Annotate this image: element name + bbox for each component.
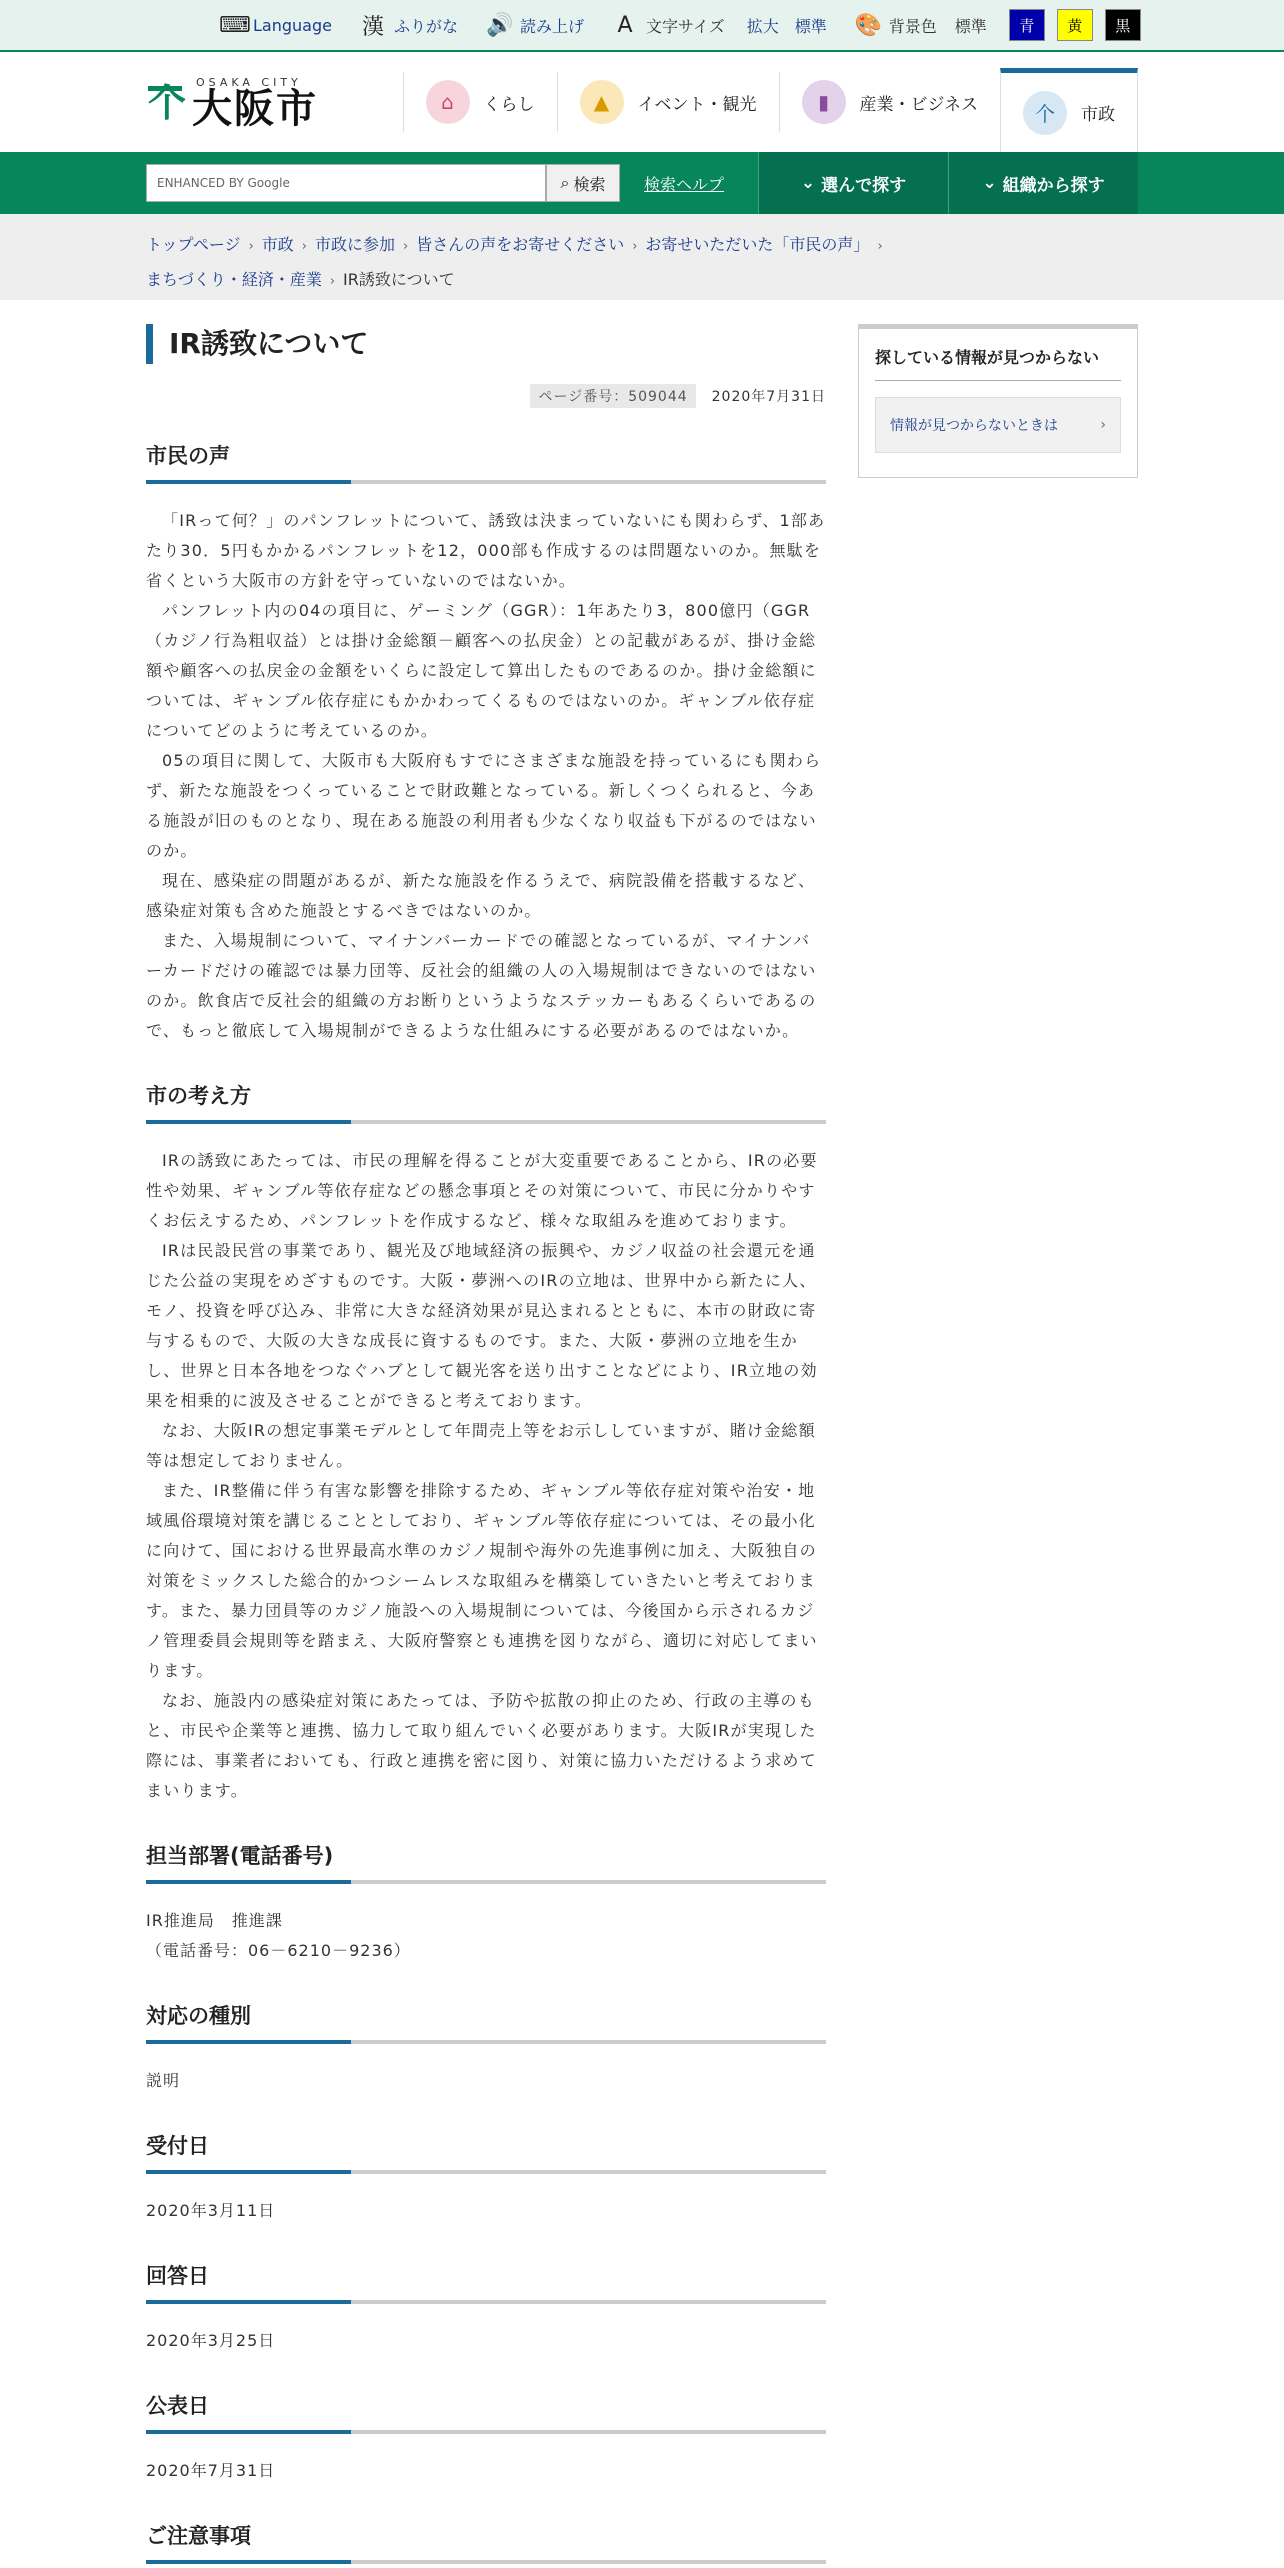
citizen-voice-paragraph: 05の項目に関して、大阪市も大阪府もすでにさまざまな施設を持っているにも関わらず、新たな施設をつくっていることで財政難となっている。新しくつくられると、今ある施設が旧のものとなり、現在ある施設の利用者も少なくなり収益も下がるのではないのか。 [146, 751, 822, 860]
breadcrumb-current: IR誘致について [343, 270, 455, 289]
nav-kurashi[interactable]: ⌂ くらし [403, 72, 557, 132]
osaka-city-mark-icon [146, 82, 184, 122]
bg-black-button[interactable]: 黒 [1105, 9, 1141, 41]
speaker-icon: 🔊 [485, 12, 514, 38]
city-view-paragraph: また、IR整備に伴う有害な影響を排除するため、ギャンブル等依存症対策や治安・地域風俗環境対策を講じることとしており、ギャンブル等依存症については、その最小化に向けて、国における世界最高水準のカジノ規制や海外の先進事例に加え、大阪独自の対策をミックスした総合的かつシームレスな取組みを構築していきたいと考えております。また、暴力団員等のカジノ施設への入場規制については、今後国から示されるカジノ管理委員会規則等を踏まえ、大阪府警察とも連携を図りながら、適切に対応してまいります。 [146, 1481, 818, 1680]
page-title: IR誘致について [146, 324, 826, 364]
font-enlarge-link[interactable]: 拡大 [746, 16, 779, 36]
breadcrumb-category[interactable]: まちづくり・経済・産業 [146, 270, 322, 289]
translate-icon: ⌨ [219, 12, 251, 38]
sidebar [858, 324, 1138, 2564]
content [146, 324, 826, 2564]
furigana-link[interactable]: 漢 ふりがな [360, 10, 458, 41]
response-type-value: 説明 [146, 2071, 181, 2090]
language-link[interactable]: ⌨ Language [219, 12, 332, 38]
search-icon: ⌕ [560, 173, 570, 192]
section-heading-city-view: 市の考え方 [146, 1080, 826, 1124]
nav-sangyo[interactable]: ▮ 産業・ビジネス [779, 72, 1001, 132]
chevron-right-icon: › [1100, 417, 1106, 433]
chevron-down-icon: ⌄ [800, 173, 816, 193]
city-view-body [146, 1146, 826, 1806]
section-heading-publish-date: 公表日 [146, 2390, 826, 2434]
bg-yellow-button[interactable]: 黄 [1057, 9, 1093, 41]
search-help-link[interactable]: 検索ヘルプ [644, 174, 725, 194]
breadcrumb-top[interactable]: トップページ [146, 235, 241, 254]
read-aloud-link[interactable]: 🔊 読み上げ [485, 12, 584, 38]
bg-standard-link[interactable]: 標準 [954, 16, 987, 36]
chevron-right-icon: › [248, 239, 254, 254]
not-found-title: 探している情報が見つからない [875, 345, 1121, 381]
city-view-paragraph: なお、大阪IRの想定事業モデルとして年間売上等をお示ししていますが、賭け金総額等は想定しておりません。 [146, 1421, 816, 1470]
org-search-button[interactable]: ⌄ 組織から探す [948, 152, 1138, 214]
breadcrumb-received-voices[interactable]: お寄せいただいた「市民の声」 [645, 235, 870, 254]
chevron-down-icon: ⌄ [982, 173, 997, 193]
chevron-right-icon: › [877, 239, 883, 254]
page-number: ページ番号：509044 [530, 384, 695, 408]
chevron-right-icon: › [403, 239, 409, 254]
department-name: IR推進局 推進課 [146, 1911, 283, 1930]
section-heading-citizen-voice: 市民の声 [146, 440, 826, 484]
search-input[interactable]: ENHANCED BY Google [146, 164, 546, 202]
not-found-box [858, 324, 1138, 478]
department-phone: （電話番号：06－6210－9236） [146, 1941, 411, 1960]
breadcrumb-voice-request[interactable]: 皆さんの声をお寄せください [416, 235, 625, 254]
citizen-voice-paragraph: 「IRって何？」のパンフレットについて、誘致は決まっていないにも関わらず、1部あたり30．5円もかかるパンフレットを12，000部も作成するのは問題ないのか。無駄を省くという大阪市の方針を守っていないのではないか。 [146, 511, 826, 590]
bg-color-control: 🎨 背景色 標準 青 黄 黒 [855, 9, 1141, 41]
site-logo[interactable]: 个 OSAKA CITY 大阪市 [146, 52, 403, 152]
utility-bar [0, 0, 1284, 52]
citizen-voice-body [146, 506, 826, 1046]
chevron-right-icon: › [329, 274, 336, 289]
font-size-control: A 文字サイズ 拡大 標準 [612, 13, 827, 38]
breadcrumb-shisei[interactable]: 市政 [261, 235, 294, 254]
building-icon: ▮ [802, 80, 846, 124]
chevron-right-icon: › [301, 239, 307, 254]
choose-search-button[interactable]: ⌄ 選んで探す [758, 152, 948, 214]
department-info [146, 1906, 826, 1966]
citizen-voice-paragraph: 現在、感染症の問題があるが、新たな施設を作るうえで、病院設備を搭載するなど、感染症対策も含めた施設とするべきではないのか。 [146, 871, 816, 920]
house-icon: ⌂ [426, 80, 470, 124]
bg-blue-button[interactable]: 青 [1009, 9, 1045, 41]
nav-event[interactable]: ▲ イベント・観光 [557, 72, 779, 132]
global-nav [403, 52, 1139, 152]
castle-icon: ▲ [580, 80, 624, 124]
city-mark-icon: 个 [1023, 91, 1067, 135]
answer-date-value: 2020年3月25日 [146, 2331, 276, 2350]
site-header [0, 52, 1284, 152]
section-heading-department: 担当部署(電話番号) [146, 1840, 826, 1884]
section-heading-notes: ご注意事項 [146, 2520, 826, 2564]
publish-date-value: 2020年7月31日 [146, 2461, 276, 2480]
palette-icon: 🎨 [854, 12, 883, 38]
search-button[interactable]: ⌕ 検索 [546, 164, 620, 202]
not-found-link[interactable]: 情報が見つからないときは › [875, 397, 1121, 453]
chevron-right-icon: › [632, 239, 638, 254]
main-area [146, 300, 1138, 2564]
page-date: 2020年7月31日 [711, 389, 826, 405]
citizen-voice-paragraph: パンフレット内の04の項目に、ゲーミング（GGR）：1年あたり3，800億円（GGR（カジノ行為粗収益）とは掛け金総額－顧客への払戻金）との記載があるが、掛け金総額や顧客への払戻金の金額をいくらに設定して算出したものであるのか。掛け金総額については、ギャンブル依存症にもかかわってくるものではないのか。ギャンブル依存症についてどのように考えているのか。 [146, 601, 817, 740]
section-heading-response-type: 対応の種別 [146, 2000, 826, 2044]
search-bar [0, 152, 1284, 214]
breadcrumb [146, 214, 1138, 298]
font-size-icon: A [617, 12, 633, 38]
section-heading-answer-date: 回答日 [146, 2260, 826, 2304]
section-heading-received-date: 受付日 [146, 2130, 826, 2174]
nav-shisei[interactable]: 个 市政 [1000, 68, 1138, 152]
citizen-voice-paragraph: また、入場規制について、マイナンバーカードでの確認となっているが、マイナンバーカードだけの確認では暴力団等、反社会的組織の人の入場規制はできないのではないのか。飲食店で反社会的組織の方お断りというようなステッカーもあるくらいであるので、もっと徹底して入場規制ができるような仕組みにする必要があるのではないか。 [146, 931, 817, 1040]
font-standard-link[interactable]: 標準 [794, 16, 827, 36]
page-meta [146, 384, 826, 408]
breadcrumb-area [0, 214, 1284, 300]
city-view-paragraph: なお、施設内の感染症対策にあたっては、予防や拡散の抑止のため、行政の主導のもと、市民や企業等と連携、協力して取り組んでいく必要があります。大阪IRが実現した際には、事業者においても、行政と連携を密に図り、対策に協力いただけるよう求めてまいります。 [146, 1691, 817, 1800]
city-view-paragraph: IRは民設民営の事業であり、観光及び地域経済の振興や、カジノ収益の社会還元を通じた公益の実現をめざすものです。大阪・夢洲へのIRの立地は、世界中から新たに人、モノ、投資を呼び込み、非常に大きな経済効果が見込まれるとともに、本市の財政に寄与するもので、大阪の大きな成長に資するものです。また、大阪・夢洲の立地を生かし、世界と日本各地をつなぐハブとして観光客を送り出すことなどにより、IR立地の効果を相乗的に波及させることができると考えております。 [146, 1241, 818, 1410]
city-view-paragraph: IRの誘致にあたっては、市民の理解を得ることが大変重要であることから、IRの必要性や効果、ギャンブル等依存症などの懸念事項とその対策について、市民に分かりやすくお伝えするため、パンフレットを作成するなど、様々な取組みを進めております。 [146, 1151, 818, 1230]
received-date-value: 2020年3月11日 [146, 2201, 276, 2220]
furigana-icon: 漢 [361, 14, 384, 40]
breadcrumb-participate[interactable]: 市政に参加 [314, 235, 395, 254]
